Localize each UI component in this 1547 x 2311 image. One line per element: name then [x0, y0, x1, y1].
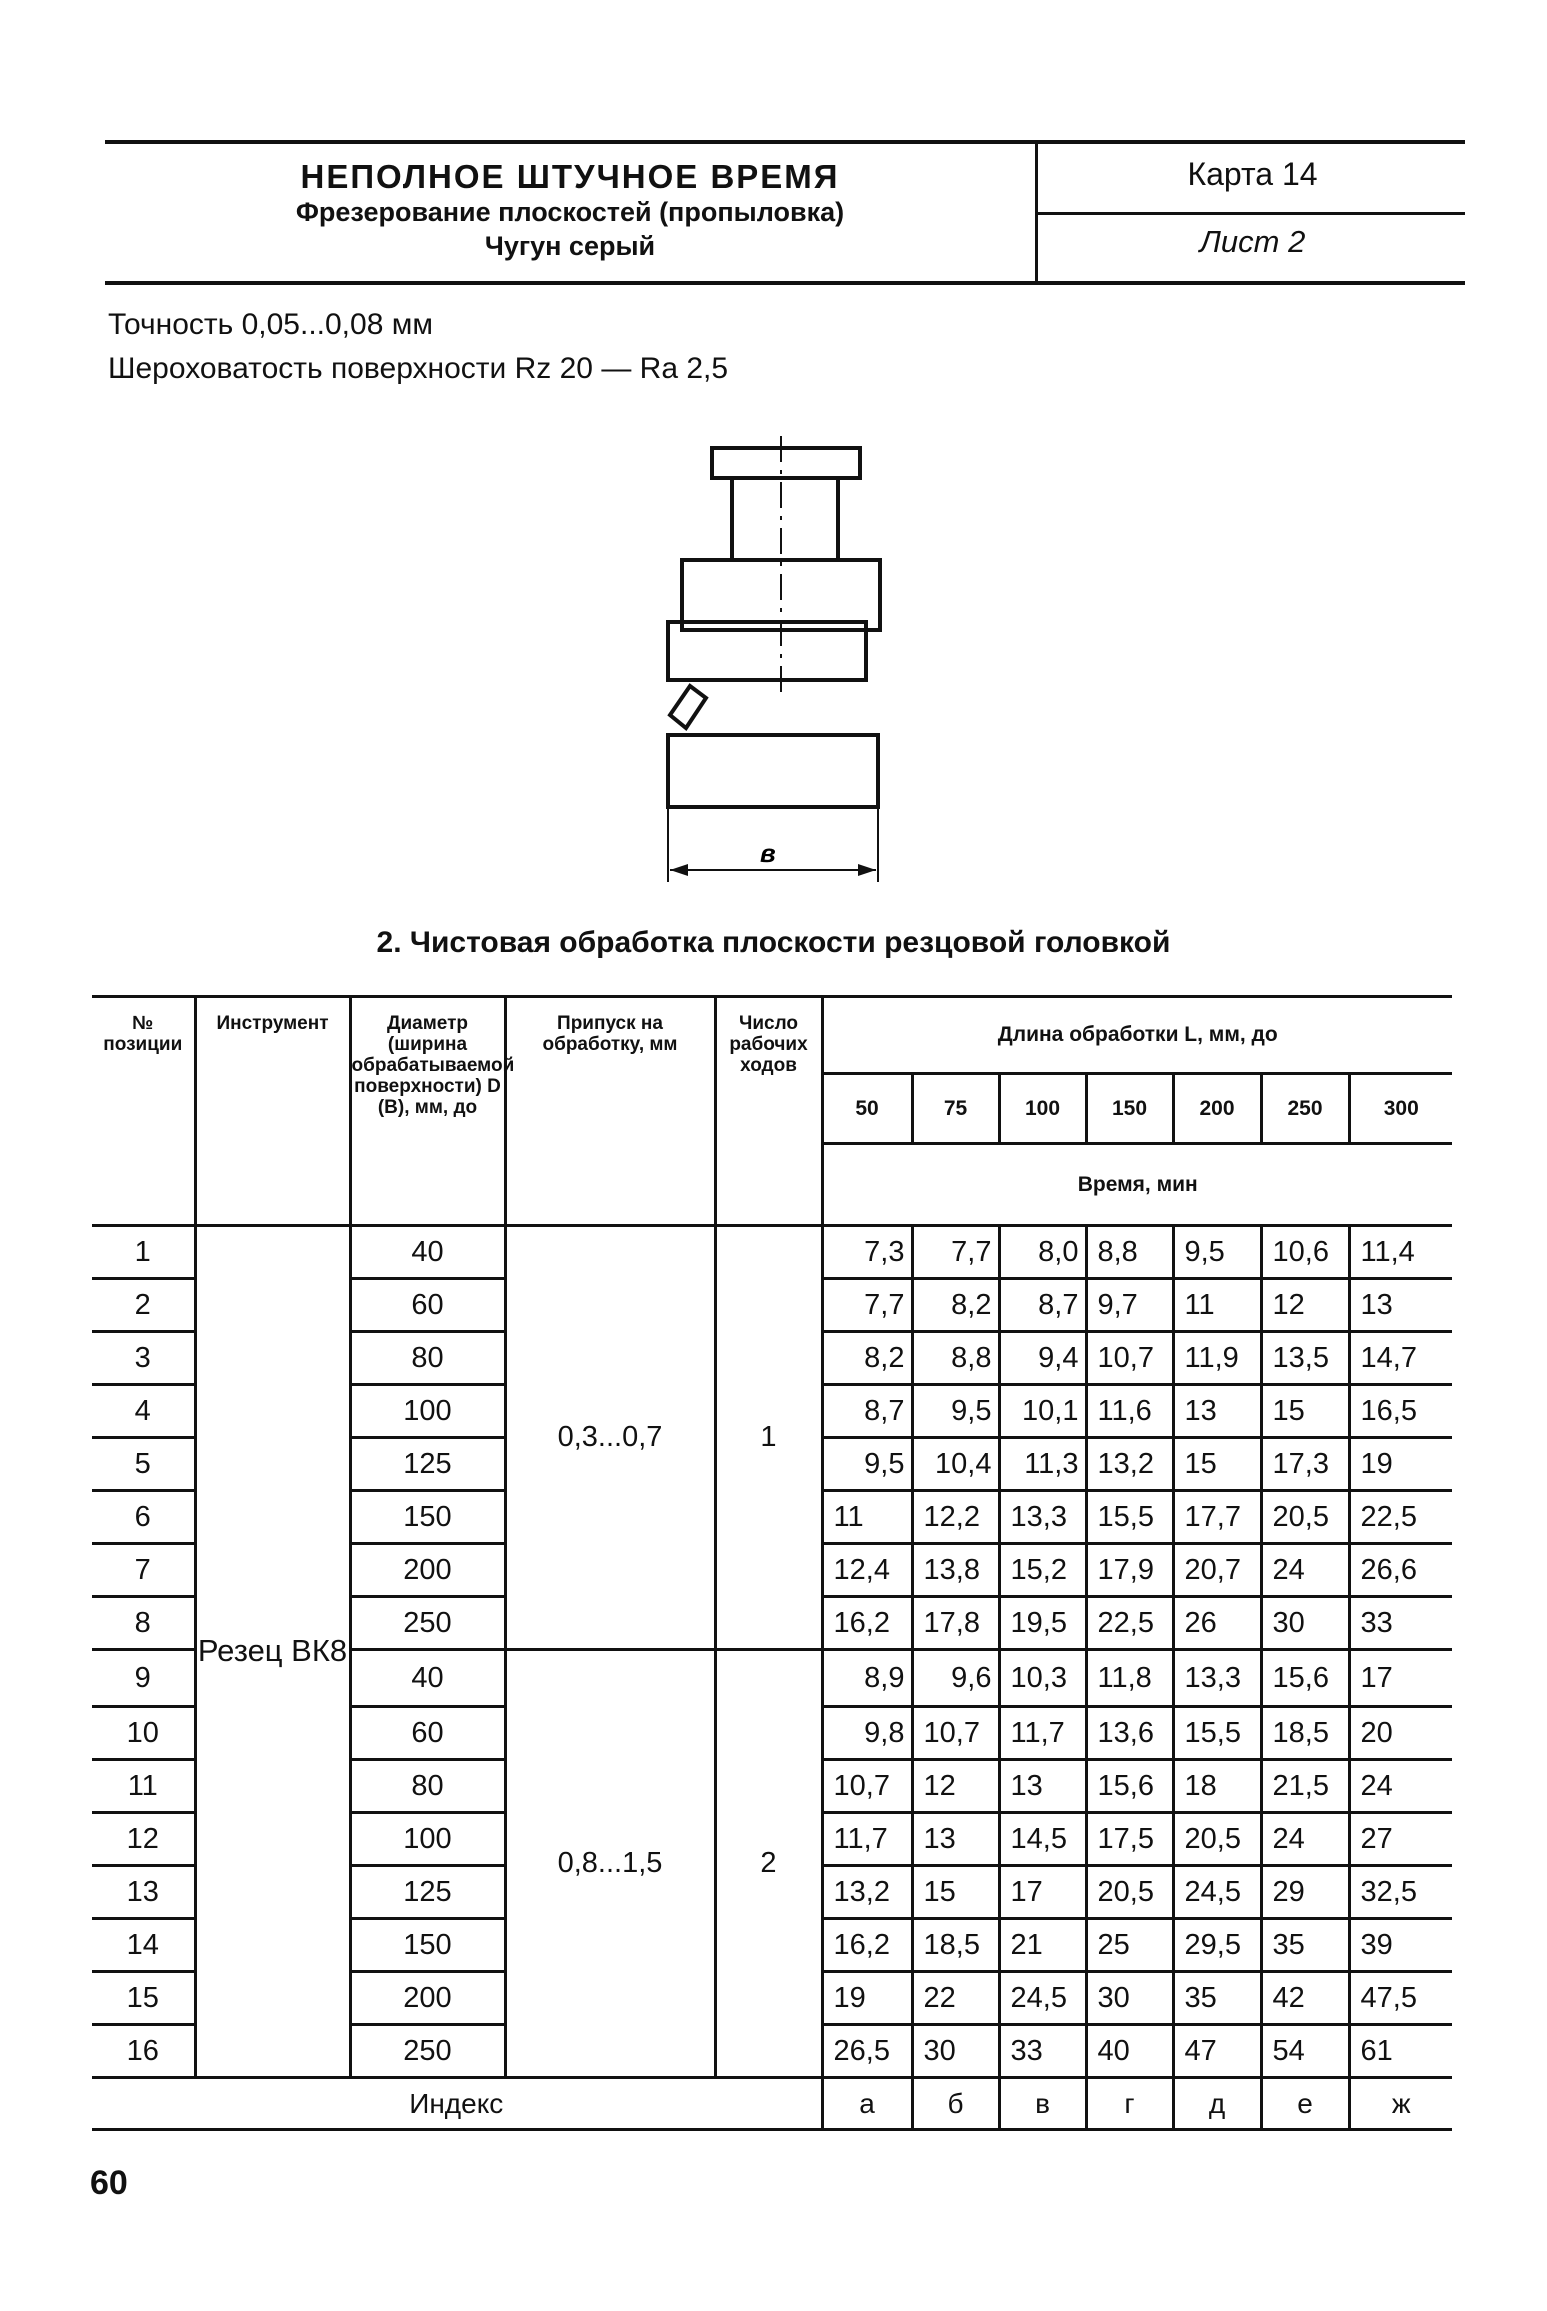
time-cell: 32,5 [1349, 1866, 1452, 1919]
time-cell: 9,5 [912, 1385, 999, 1438]
index-cell: г [1086, 2078, 1173, 2130]
index-cell: а [822, 2078, 912, 2130]
time-cell: 9,7 [1086, 1279, 1173, 1332]
time-cell: 18 [1173, 1760, 1261, 1813]
time-cell: 20,7 [1173, 1544, 1261, 1597]
time-cell: 8,2 [822, 1332, 912, 1385]
time-cell: 15 [1261, 1385, 1349, 1438]
time-cell: 9,5 [1173, 1226, 1261, 1279]
header-tool: Инструмент [195, 997, 350, 1226]
time-cell: 30 [1086, 1972, 1173, 2025]
time-cell: 15,6 [1086, 1760, 1173, 1813]
time-cell: 11,9 [1173, 1332, 1261, 1385]
time-cell: 9,8 [822, 1707, 912, 1760]
time-cell: 11,4 [1349, 1226, 1452, 1279]
diameter-cell: 150 [350, 1919, 505, 1972]
time-cell: 11 [1173, 1279, 1261, 1332]
index-cell: е [1261, 2078, 1349, 2130]
diameter-cell: 150 [350, 1491, 505, 1544]
position-cell: 12 [92, 1813, 195, 1866]
time-cell: 10,3 [999, 1650, 1086, 1707]
header-position: № позиции [92, 997, 195, 1226]
time-cell: 19,5 [999, 1597, 1086, 1650]
time-cell: 14,5 [999, 1813, 1086, 1866]
time-cell: 8,7 [999, 1279, 1086, 1332]
time-cell: 13 [1349, 1279, 1452, 1332]
time-cell: 24 [1261, 1544, 1349, 1597]
time-cell: 20 [1349, 1707, 1452, 1760]
time-cell: 30 [912, 2025, 999, 2078]
time-cell: 19 [1349, 1438, 1452, 1491]
diameter-cell: 60 [350, 1707, 505, 1760]
time-cell: 21,5 [1261, 1760, 1349, 1813]
time-cell: 8,2 [912, 1279, 999, 1332]
time-cell: 13,6 [1086, 1707, 1173, 1760]
time-cell: 14,7 [1349, 1332, 1452, 1385]
time-cell: 15,5 [1173, 1707, 1261, 1760]
position-cell: 11 [92, 1760, 195, 1813]
milling-head-sketch [640, 430, 900, 900]
time-cell: 22 [912, 1972, 999, 2025]
page-header [105, 140, 1465, 285]
time-cell: 13 [1173, 1385, 1261, 1438]
time-cell: 54 [1261, 2025, 1349, 2078]
time-cell: 12,2 [912, 1491, 999, 1544]
time-cell: 40 [1086, 2025, 1173, 2078]
diameter-cell: 250 [350, 2025, 505, 2078]
diameter-cell: 200 [350, 1544, 505, 1597]
time-cell: 13,3 [999, 1491, 1086, 1544]
allowance-cell: 0,3...0,7 [505, 1226, 715, 1650]
position-cell: 1 [92, 1226, 195, 1279]
length-100: 100 [999, 1074, 1086, 1144]
position-cell: 16 [92, 2025, 195, 2078]
length-250: 250 [1261, 1074, 1349, 1144]
time-cell: 17,3 [1261, 1438, 1349, 1491]
time-cell: 15,5 [1086, 1491, 1173, 1544]
time-cell: 17 [999, 1866, 1086, 1919]
length-150: 150 [1086, 1074, 1173, 1144]
time-cell: 10,7 [1086, 1332, 1173, 1385]
time-cell: 11 [822, 1491, 912, 1544]
position-cell: 10 [92, 1707, 195, 1760]
time-cell: 10,4 [912, 1438, 999, 1491]
time-cell: 21 [999, 1919, 1086, 1972]
time-cell: 17 [1349, 1650, 1452, 1707]
time-cell: 11,8 [1086, 1650, 1173, 1707]
spindle-flange [712, 448, 860, 478]
time-cell: 15 [912, 1866, 999, 1919]
time-cell: 11,7 [999, 1707, 1086, 1760]
time-cell: 18,5 [912, 1919, 999, 1972]
time-cell: 33 [999, 2025, 1086, 2078]
time-cell: 13,8 [912, 1544, 999, 1597]
position-cell: 3 [92, 1332, 195, 1385]
time-cell: 30 [1261, 1597, 1349, 1650]
time-cell: 22,5 [1086, 1597, 1173, 1650]
time-cell: 10,7 [912, 1707, 999, 1760]
time-cell: 7,3 [822, 1226, 912, 1279]
diameter-cell: 250 [350, 1597, 505, 1650]
time-cell: 11,6 [1086, 1385, 1173, 1438]
workpiece [668, 735, 878, 807]
passes-cell: 2 [715, 1650, 822, 2078]
time-cell: 24 [1349, 1760, 1452, 1813]
time-cell: 9,5 [822, 1438, 912, 1491]
time-cell: 12,4 [822, 1544, 912, 1597]
time-cell: 17,5 [1086, 1813, 1173, 1866]
time-cell: 20,5 [1261, 1491, 1349, 1544]
time-cell: 12 [912, 1760, 999, 1813]
time-cell: 8,7 [822, 1385, 912, 1438]
header-title: НЕПОЛНОЕ ШТУЧНОЕ ВРЕМЯ [300, 158, 840, 195]
position-cell: 8 [92, 1597, 195, 1650]
time-cell: 8,0 [999, 1226, 1086, 1279]
card-number: Карта 14 [1187, 156, 1318, 192]
diameter-cell: 40 [350, 1226, 505, 1279]
time-cell: 11,3 [999, 1438, 1086, 1491]
time-cell: 42 [1261, 1972, 1349, 2025]
time-cell: 29 [1261, 1866, 1349, 1919]
diameter-cell: 80 [350, 1760, 505, 1813]
time-cell: 16,2 [822, 1919, 912, 1972]
time-cell: 13,3 [1173, 1650, 1261, 1707]
time-cell: 8,9 [822, 1650, 912, 1707]
position-cell: 14 [92, 1919, 195, 1972]
page-number: 60 [90, 2164, 128, 2202]
dimension-arrow-right [858, 864, 876, 876]
time-cell: 47 [1173, 2025, 1261, 2078]
index-cell: ж [1349, 2078, 1452, 2130]
time-cell: 13,2 [1086, 1438, 1173, 1491]
tool-cell: Резец ВК8 [195, 1226, 350, 2078]
diameter-cell: 200 [350, 1972, 505, 2025]
time-cell: 10,7 [822, 1760, 912, 1813]
time-cell: 47,5 [1349, 1972, 1452, 2025]
length-50: 50 [822, 1074, 912, 1144]
time-cell: 13 [999, 1760, 1086, 1813]
index-label: Индекс [92, 2078, 822, 2130]
time-cell: 15,2 [999, 1544, 1086, 1597]
header-diameter: Диаметр (ширина обрабатываемой поверхности) D (B), мм, до [350, 997, 505, 1226]
time-cell: 33 [1349, 1597, 1452, 1650]
dimension-arrow-left [670, 864, 688, 876]
time-cell: 61 [1349, 2025, 1452, 2078]
time-cell: 13,2 [822, 1866, 912, 1919]
table-row [92, 1226, 1452, 1279]
time-cell: 17,7 [1173, 1491, 1261, 1544]
index-cell: в [999, 2078, 1086, 2130]
time-cell: 8,8 [1086, 1226, 1173, 1279]
diameter-cell: 125 [350, 1866, 505, 1919]
time-cell: 22,5 [1349, 1491, 1452, 1544]
position-cell: 9 [92, 1650, 195, 1707]
time-cell: 16,2 [822, 1597, 912, 1650]
time-cell: 7,7 [822, 1279, 912, 1332]
position-cell: 15 [92, 1972, 195, 2025]
time-cell: 15 [1173, 1438, 1261, 1491]
position-cell: 13 [92, 1866, 195, 1919]
time-cell: 17,8 [912, 1597, 999, 1650]
sheet-number: Лист 2 [1199, 224, 1306, 259]
diameter-cell: 60 [350, 1279, 505, 1332]
time-cell: 13 [912, 1813, 999, 1866]
allowance-cell: 0,8...1,5 [505, 1650, 715, 2078]
diameter-cell: 100 [350, 1813, 505, 1866]
passes-cell: 1 [715, 1226, 822, 1650]
time-cell: 12 [1261, 1279, 1349, 1332]
position-cell: 7 [92, 1544, 195, 1597]
length-300: 300 [1349, 1074, 1452, 1144]
header-subtitle-operation: Фрезерование плоскостей (пропыловка) [295, 197, 845, 227]
time-cell: 35 [1261, 1919, 1349, 1972]
header-length-group: Длина обработки L, мм, до [822, 997, 1452, 1074]
time-norm-table [92, 995, 1452, 2131]
time-cell: 27 [1349, 1813, 1452, 1866]
header-subtitle-material: Чугун серый [484, 231, 656, 261]
table-body [92, 1226, 1452, 2078]
position-cell: 2 [92, 1279, 195, 1332]
header-passes: Число рабочих ходов [715, 997, 822, 1226]
time-cell: 39 [1349, 1919, 1452, 1972]
time-cell: 19 [822, 1972, 912, 2025]
time-cell: 7,7 [912, 1226, 999, 1279]
time-cell: 26,5 [822, 2025, 912, 2078]
time-cell: 25 [1086, 1919, 1173, 1972]
time-cell: 26 [1173, 1597, 1261, 1650]
time-cell: 10,1 [999, 1385, 1086, 1438]
time-cell: 15,6 [1261, 1650, 1349, 1707]
section-title: 2. Чистовая обработка плоскости резцовой головкой [376, 926, 1171, 959]
time-cell: 9,4 [999, 1332, 1086, 1385]
time-cell: 24,5 [999, 1972, 1086, 2025]
dimension-label: в [760, 838, 776, 868]
time-cell: 10,6 [1261, 1226, 1349, 1279]
diameter-cell: 40 [350, 1650, 505, 1707]
header-allowance: Припуск на обработку, мм [505, 997, 715, 1226]
time-cell: 20,5 [1173, 1813, 1261, 1866]
diameter-cell: 125 [350, 1438, 505, 1491]
length-75: 75 [912, 1074, 999, 1144]
time-cell: 13,5 [1261, 1332, 1349, 1385]
time-cell: 9,6 [912, 1650, 999, 1707]
index-cell: б [912, 2078, 999, 2130]
cutter-insert [670, 686, 706, 728]
time-cell: 16,5 [1349, 1385, 1452, 1438]
time-cell: 17,9 [1086, 1544, 1173, 1597]
header-time-group: Время, мин [822, 1144, 1452, 1226]
time-cell: 26,6 [1349, 1544, 1452, 1597]
time-cell: 11,7 [822, 1813, 912, 1866]
time-cell: 24,5 [1173, 1866, 1261, 1919]
length-200: 200 [1173, 1074, 1261, 1144]
diameter-cell: 100 [350, 1385, 505, 1438]
time-cell: 18,5 [1261, 1707, 1349, 1760]
position-cell: 4 [92, 1385, 195, 1438]
time-cell: 35 [1173, 1972, 1261, 2025]
roughness-text: Шероховатость поверхности Rz 20 — Ra 2,5 [108, 352, 729, 385]
accuracy-text: Точность 0,05...0,08 мм [108, 308, 433, 341]
time-cell: 29,5 [1173, 1919, 1261, 1972]
time-cell: 24 [1261, 1813, 1349, 1866]
position-cell: 5 [92, 1438, 195, 1491]
position-cell: 6 [92, 1491, 195, 1544]
diameter-cell: 80 [350, 1332, 505, 1385]
index-cell: д [1173, 2078, 1261, 2130]
time-cell: 8,8 [912, 1332, 999, 1385]
time-cell: 20,5 [1086, 1866, 1173, 1919]
